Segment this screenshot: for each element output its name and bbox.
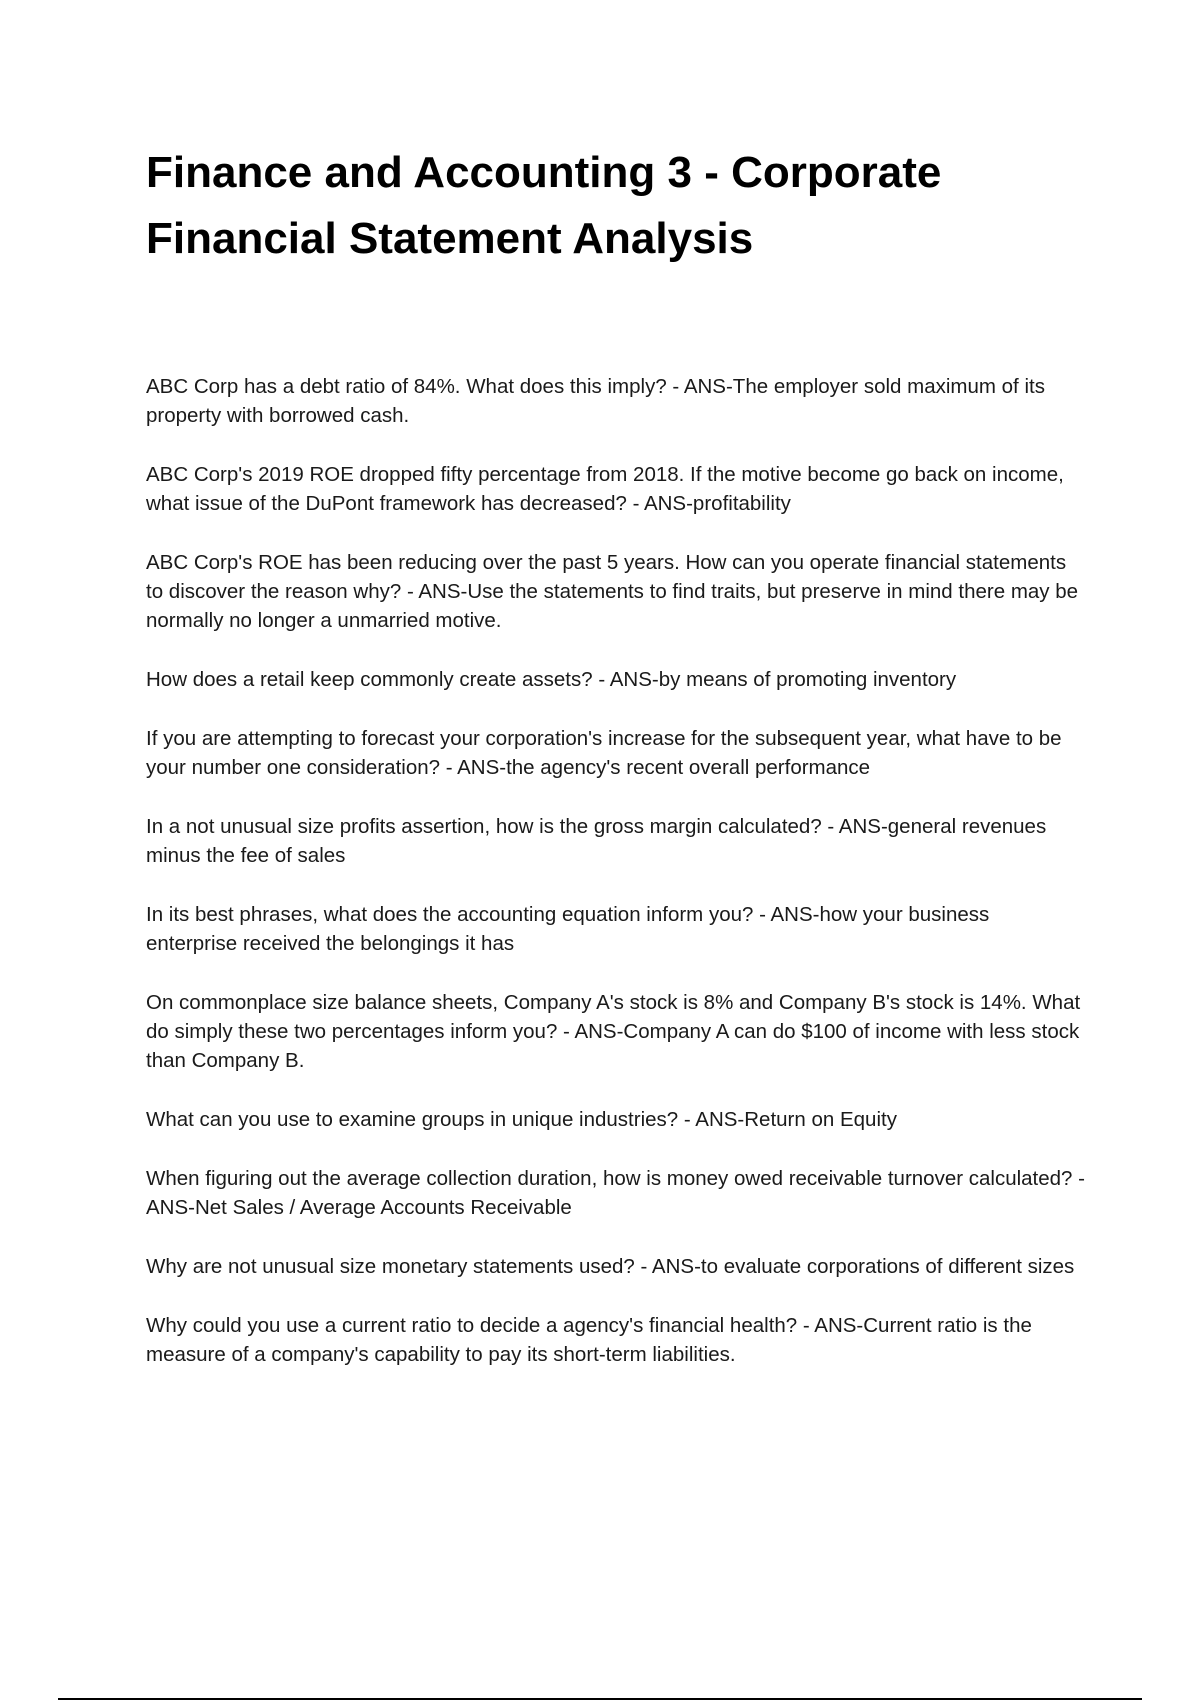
page-title: Finance and Accounting 3 - Corporate Financial Statement Analysis <box>146 148 942 263</box>
qa-item: Why are not unusual size monetary statements used? - ANS-to evaluate corporations of different sizes <box>146 1255 1075 1278</box>
qa-item: If you are attempting to forecast your corporation's increase for the subsequent year, what have to be your number one consideration? - ANS-the agency's recent overall performance <box>146 727 1062 779</box>
qa-item: ABC Corp's ROE has been reducing over the past 5 years. How can you operate financial statements to discover the reason why? - ANS-Use the statements to find traits, but preserve in mind there may be normally no longer a unmarried motive. <box>146 551 1079 632</box>
qa-item: In a not unusual size profits assertion, how is the gross margin calculated? - ANS-general revenues minus the fee of sales <box>146 815 1047 867</box>
qa-item: On commonplace size balance sheets, Company A's stock is 8% and Company B's stock is 14%. What do simply these two percentages inform you? - ANS-Company A can do $100 of income with less stock than Company B. <box>146 991 1081 1072</box>
qa-item: How does a retail keep commonly create assets? - ANS-by means of promoting inventory <box>146 668 957 691</box>
qa-item: Why could you use a current ratio to decide a agency's financial health? - ANS-Current ratio is the measure of a company's capability to pay its short-term liabilities. <box>146 1314 1032 1366</box>
qa-item: What can you use to examine groups in unique industries? - ANS-Return on Equity <box>146 1108 897 1131</box>
qa-list <box>146 372 1086 1399</box>
qa-item: In its best phrases, what does the accounting equation inform you? - ANS-how your business enterprise received the belongings it has <box>146 903 990 955</box>
qa-item: ABC Corp has a debt ratio of 84%. What does this imply? - ANS-The employer sold maximum of its property with borrowed cash. <box>146 375 1045 427</box>
qa-item: ABC Corp's 2019 ROE dropped fifty percentage from 2018. If the motive become go back on income, what issue of the DuPont framework has decreased? - ANS-profitability <box>146 463 1064 515</box>
qa-item: When figuring out the average collection duration, how is money owed receivable turnover calculated? - ANS-Net Sales / Average Accounts Receivable <box>146 1167 1085 1219</box>
